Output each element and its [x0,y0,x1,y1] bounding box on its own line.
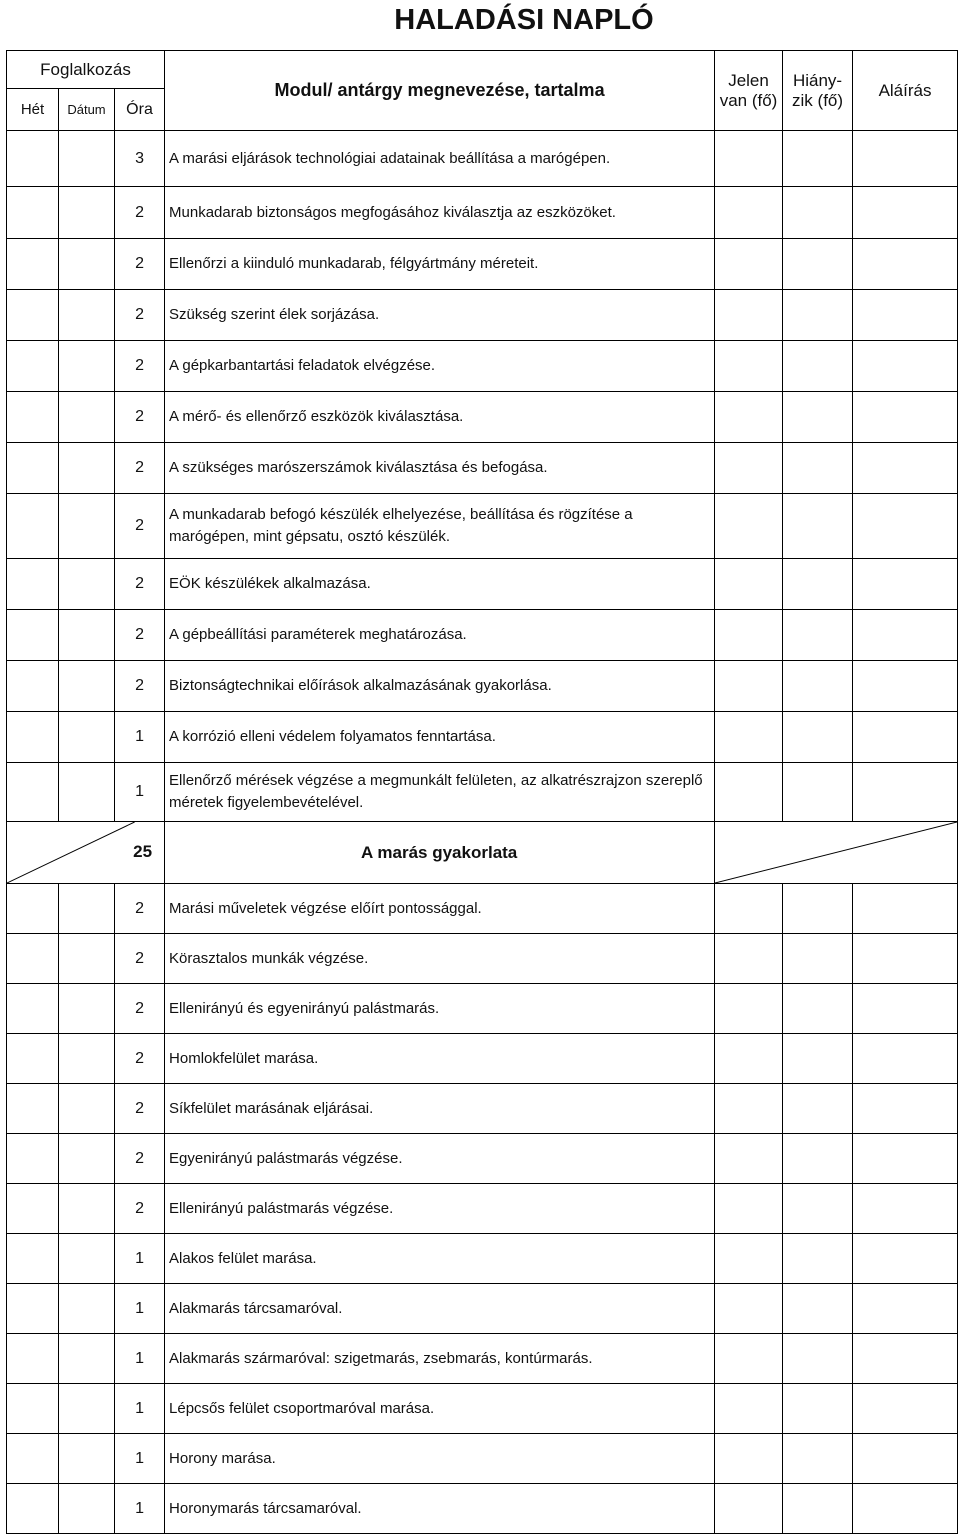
hours-cell: 2 [115,187,165,239]
hours-cell: 3 [115,131,165,187]
hiany-cell [783,1484,853,1534]
table-row [7,443,958,494]
table-row [7,290,958,341]
alairas-cell [853,187,958,239]
jelen-cell [715,290,783,341]
table-row [7,1084,958,1134]
hours-cell: 2 [115,392,165,443]
header-ora: Óra [115,89,165,131]
hiany-cell [783,131,853,187]
hiany-cell [783,239,853,290]
alairas-cell [853,610,958,661]
hours-cell: 1 [115,1334,165,1384]
hours-cell: 2 [115,1084,165,1134]
datum-cell [59,187,115,239]
alairas-cell [853,131,958,187]
jelen-cell [715,610,783,661]
het-cell [7,1034,59,1084]
hiany-cell [783,1134,853,1184]
hours-cell: 2 [115,984,165,1034]
datum-cell [59,341,115,392]
hours-cell: 2 [115,1184,165,1234]
content-cell: Ellenirányú palástmarás végzése. [165,1184,715,1234]
jelen-cell [715,187,783,239]
content-cell: Síkfelület marásának eljárásai. [165,1084,715,1134]
jelen-cell [715,239,783,290]
datum-cell [59,1184,115,1234]
content-cell: A gépbeállítási paraméterek meghatározása. [165,610,715,661]
jelen-cell [715,131,783,187]
content-cell: Horonymarás tárcsamaróval. [165,1484,715,1534]
content-cell: A korrózió elleni védelem folyamatos fenntartása. [165,712,715,763]
datum-cell [59,1134,115,1184]
het-cell [7,1284,59,1334]
hiany-cell [783,443,853,494]
content-cell: A marási eljárások technológiai adatainak beállítása a marógépen. [165,131,715,187]
jelen-cell [715,934,783,984]
hours-cell: 2 [115,884,165,934]
jelen-cell [715,1284,783,1334]
hiany-cell [783,763,853,822]
table-row [7,341,958,392]
hours-cell: 1 [115,1284,165,1334]
hours-cell: 1 [115,1384,165,1434]
jelen-cell [715,712,783,763]
hiany-cell [783,661,853,712]
table-row [7,1284,958,1334]
alairas-cell [853,1134,958,1184]
hours-cell: 1 [115,712,165,763]
table-row [7,559,958,610]
table-row [7,1384,958,1434]
hiany-cell [783,1384,853,1434]
datum-cell [59,239,115,290]
hours-cell: 1 [115,1234,165,1284]
datum-cell [59,1234,115,1284]
header-alairas: Aláírás [853,51,958,131]
progress-log-table [6,50,958,1534]
jelen-cell [715,443,783,494]
hours-cell: 2 [115,1134,165,1184]
jelen-cell [715,392,783,443]
header-hiany-line2: zik (fő) [792,90,844,110]
alairas-cell [853,661,958,712]
hiany-cell [783,1334,853,1384]
het-cell [7,290,59,341]
het-cell [7,1134,59,1184]
jelen-cell [715,1384,783,1434]
alairas-cell [853,1034,958,1084]
table-row [7,1434,958,1484]
datum-cell [59,559,115,610]
het-cell [7,984,59,1034]
content-cell: Lépcsős felület csoportmaróval marása. [165,1384,715,1434]
datum-cell [59,884,115,934]
section-title: A marás gyakorlata [165,822,715,884]
hours-cell: 2 [115,934,165,984]
hiany-cell [783,984,853,1034]
section-row [7,822,958,884]
content-cell: A munkadarab befogó készülék elhelyezése, beállítása és rögzítése a marógépen, mint gépsatu, osztó készülék. [165,494,715,559]
hiany-cell [783,341,853,392]
header-jelen-line1: Jelen [728,70,769,90]
hiany-cell [783,187,853,239]
header-foglalkozas: Foglalkozás [7,51,165,89]
het-cell [7,443,59,494]
datum-cell [59,934,115,984]
hiany-cell [783,712,853,763]
alairas-cell [853,1184,958,1234]
alairas-cell [853,712,958,763]
hiany-cell [783,934,853,984]
hiany-cell [783,1084,853,1134]
datum-cell [59,1434,115,1484]
jelen-cell [715,341,783,392]
content-cell: Homlokfelület marása. [165,1034,715,1084]
table-row [7,1184,958,1234]
het-cell [7,1334,59,1384]
table-row [7,1334,958,1384]
het-cell [7,187,59,239]
table-row [7,1484,958,1534]
hiany-cell [783,559,853,610]
table-row [7,239,958,290]
header-hiany-line1: Hiány- [792,70,843,90]
header-jelen [715,51,783,131]
het-cell [7,661,59,712]
hiany-cell [783,290,853,341]
table-row [7,1134,958,1184]
diagonal-line [715,822,957,883]
datum-cell [59,984,115,1034]
content-cell: Ellenőrzi a kiinduló munkadarab, félgyártmány méreteit. [165,239,715,290]
het-cell [7,712,59,763]
alairas-cell [853,1284,958,1334]
content-cell: A mérő- és ellenőrző eszközök kiválasztása. [165,392,715,443]
jelen-cell [715,1334,783,1384]
table-row [7,712,958,763]
hiany-cell [783,884,853,934]
page-title: HALADÁSI NAPLÓ [394,4,654,36]
header-hiany [783,51,853,131]
datum-cell [59,763,115,822]
jelen-cell [715,884,783,934]
table-row [7,392,958,443]
datum-cell [59,443,115,494]
jelen-cell [715,984,783,1034]
hiany-cell [783,1284,853,1334]
hours-cell: 2 [115,661,165,712]
datum-cell [59,290,115,341]
section-right-cell [715,822,958,884]
het-cell [7,1384,59,1434]
jelen-cell [715,1184,783,1234]
hours-cell: 2 [115,559,165,610]
hours-cell: 2 [115,290,165,341]
datum-cell [59,494,115,559]
het-cell [7,559,59,610]
alairas-cell [853,494,958,559]
header-datum: Dátum [59,89,115,131]
table-row [7,610,958,661]
table-row [7,763,958,822]
table-row [7,884,958,934]
alairas-cell [853,763,958,822]
alairas-cell [853,1334,958,1384]
het-cell [7,1234,59,1284]
hiany-cell [783,610,853,661]
datum-cell [59,661,115,712]
content-cell: Alakos felület marása. [165,1234,715,1284]
hours-cell: 2 [115,1034,165,1084]
content-cell: EÖK készülékek alkalmazása. [165,559,715,610]
hours-cell: 2 [115,494,165,559]
hours-cell: 1 [115,1434,165,1484]
jelen-cell [715,1034,783,1084]
jelen-cell [715,1484,783,1534]
hiany-cell [783,1434,853,1484]
het-cell [7,131,59,187]
datum-cell [59,712,115,763]
header-modul: Modul/ antárgy megnevezése, tartalma [165,51,715,131]
hours-cell: 2 [115,443,165,494]
alairas-cell [853,1484,958,1534]
table-row [7,984,958,1034]
content-cell: Munkadarab biztonságos megfogásához kiválasztja az eszközöket. [165,187,715,239]
hiany-cell [783,494,853,559]
section-hours-cell [7,822,165,884]
datum-cell [59,1084,115,1134]
datum-cell [59,1284,115,1334]
het-cell [7,934,59,984]
datum-cell [59,392,115,443]
alairas-cell [853,1384,958,1434]
alairas-cell [853,559,958,610]
table-row [7,1034,958,1084]
hours-cell: 1 [115,1484,165,1534]
content-cell: Marási műveletek végzése előírt pontossággal. [165,884,715,934]
hiany-cell [783,1034,853,1084]
het-cell [7,392,59,443]
table-row [7,1234,958,1284]
jelen-cell [715,1084,783,1134]
alairas-cell [853,443,958,494]
content-cell: Alakmarás tárcsamaróval. [165,1284,715,1334]
datum-cell [59,1334,115,1384]
content-cell: A gépkarbantartási feladatok elvégzése. [165,341,715,392]
alairas-cell [853,934,958,984]
content-cell: Ellenőrző mérések végzése a megmunkált felületen, az alkatrészrajzon szereplő méretek figyelembevételével. [165,763,715,822]
alairas-cell [853,884,958,934]
het-cell [7,884,59,934]
alairas-cell [853,1084,958,1134]
content-cell: Biztonságtechnikai előírások alkalmazásának gyakorlása. [165,661,715,712]
jelen-cell [715,1134,783,1184]
alairas-cell [853,984,958,1034]
datum-cell [59,131,115,187]
content-cell: Alakmarás szármaróval: szigetmarás, zsebmarás, kontúrmarás. [165,1334,715,1384]
datum-cell [59,1384,115,1434]
jelen-cell [715,559,783,610]
hiany-cell [783,1234,853,1284]
table-row [7,187,958,239]
hiany-cell [783,392,853,443]
hours-cell: 2 [115,610,165,661]
jelen-cell [715,1234,783,1284]
het-cell [7,763,59,822]
content-cell: Egyenirányú palástmarás végzése. [165,1134,715,1184]
alairas-cell [853,1434,958,1484]
section-hours: 25 [133,842,153,861]
alairas-cell [853,1234,958,1284]
het-cell [7,1484,59,1534]
het-cell [7,1184,59,1234]
hours-cell: 2 [115,341,165,392]
content-cell: Körasztalos munkák végzése. [165,934,715,984]
het-cell [7,1084,59,1134]
alairas-cell [853,239,958,290]
jelen-cell [715,1434,783,1484]
content-cell: Szükség szerint élek sorjázása. [165,290,715,341]
content-cell: A szükséges marószerszámok kiválasztása és befogása. [165,443,715,494]
datum-cell [59,1484,115,1534]
het-cell [7,494,59,559]
jelen-cell [715,494,783,559]
hours-cell: 2 [115,239,165,290]
content-cell: Ellenirányú és egyenirányú palástmarás. [165,984,715,1034]
het-cell [7,610,59,661]
het-cell [7,1434,59,1484]
alairas-cell [853,290,958,341]
header-het: Hét [7,89,59,131]
het-cell [7,239,59,290]
content-cell: Horony marása. [165,1434,715,1484]
het-cell [7,341,59,392]
table-row [7,131,958,187]
header-jelen-line2: van (fő) [719,90,778,110]
hours-cell: 1 [115,763,165,822]
table-row [7,494,958,559]
alairas-cell [853,341,958,392]
datum-cell [59,1034,115,1084]
alairas-cell [853,392,958,443]
jelen-cell [715,763,783,822]
table-row [7,661,958,712]
jelen-cell [715,661,783,712]
datum-cell [59,610,115,661]
hiany-cell [783,1184,853,1234]
header-row-top [7,51,958,89]
table-row [7,934,958,984]
